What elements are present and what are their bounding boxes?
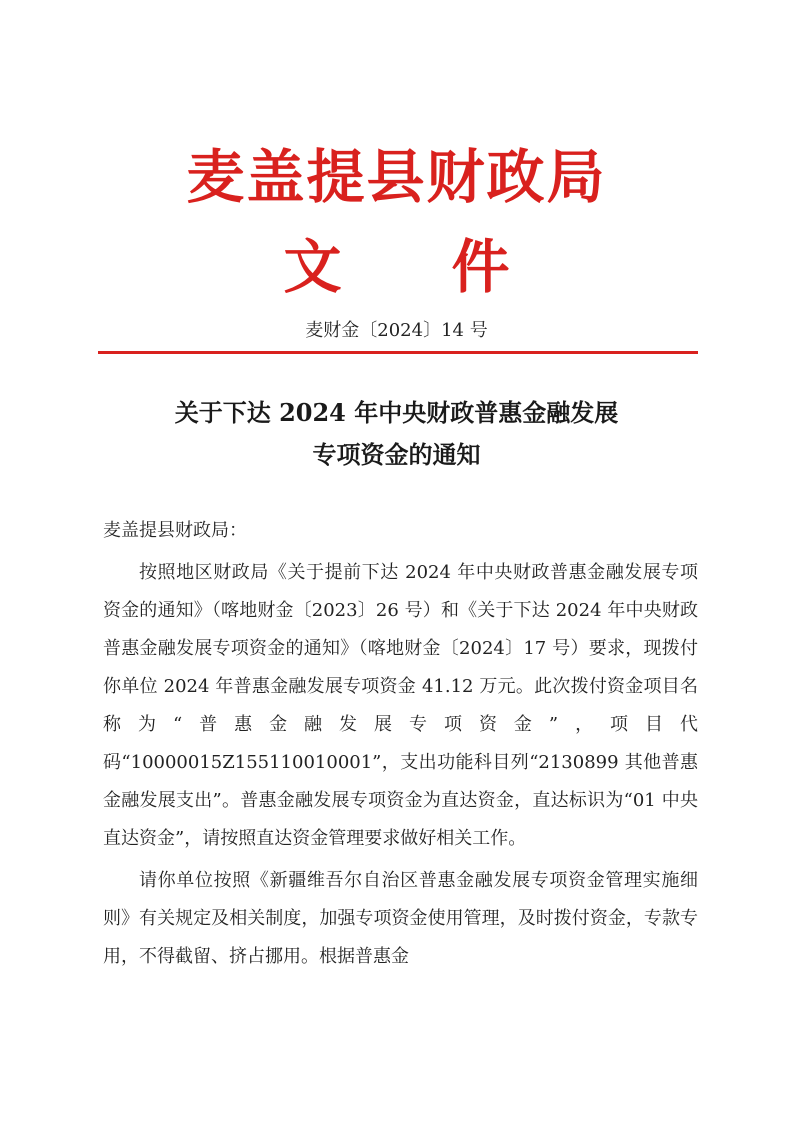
- document-body: [103, 512, 698, 976]
- salutation: 麦盖提县财政局：: [103, 520, 247, 541]
- document-number: 麦财金〔2024〕14 号: [305, 320, 488, 341]
- document-title: [0, 392, 793, 476]
- issuing-authority-header: 麦盖提县财政局: [186, 143, 607, 211]
- document-type-header: 文件: [283, 233, 620, 301]
- red-header-rule: [98, 351, 698, 354]
- body-paragraph-2: 请你单位按照《新疆维吾尔自治区普惠金融发展专项资金管理实施细则》有关规定及相关制度，加强专项资金使用管理，及时拨付资金，专款专用，不得截留、挤占挪用。根据普惠金: [103, 870, 698, 967]
- body-paragraph-1: 按照地区财政局《关于提前下达 2024 年中央财政普惠金融发展专项资金的通知》（喀地财金〔2023〕26 号）和《关于下达 2024 年中央财政普惠金融发展专项资金的通知》（喀地财金〔2024〕17 号）要求，现拨付你单位 2024 年普惠金融发展专项资金 41.12 万元。此次拨付资金项目名称为“普惠金融发展专项资金”，项目代码“10000015Z155110010001”，支出功能科目列“2130899 其他普惠金融发展支出”。普惠金融发展专项资金为直达资金，直达标识为“01 中央直达资金”，请按照直达资金管理要求做好相关工作。: [103, 562, 698, 849]
- title-line-2: 专项资金的通知: [312, 440, 481, 469]
- title-line-1: 关于下达 2024 年中央财政普惠金融发展: [174, 398, 619, 427]
